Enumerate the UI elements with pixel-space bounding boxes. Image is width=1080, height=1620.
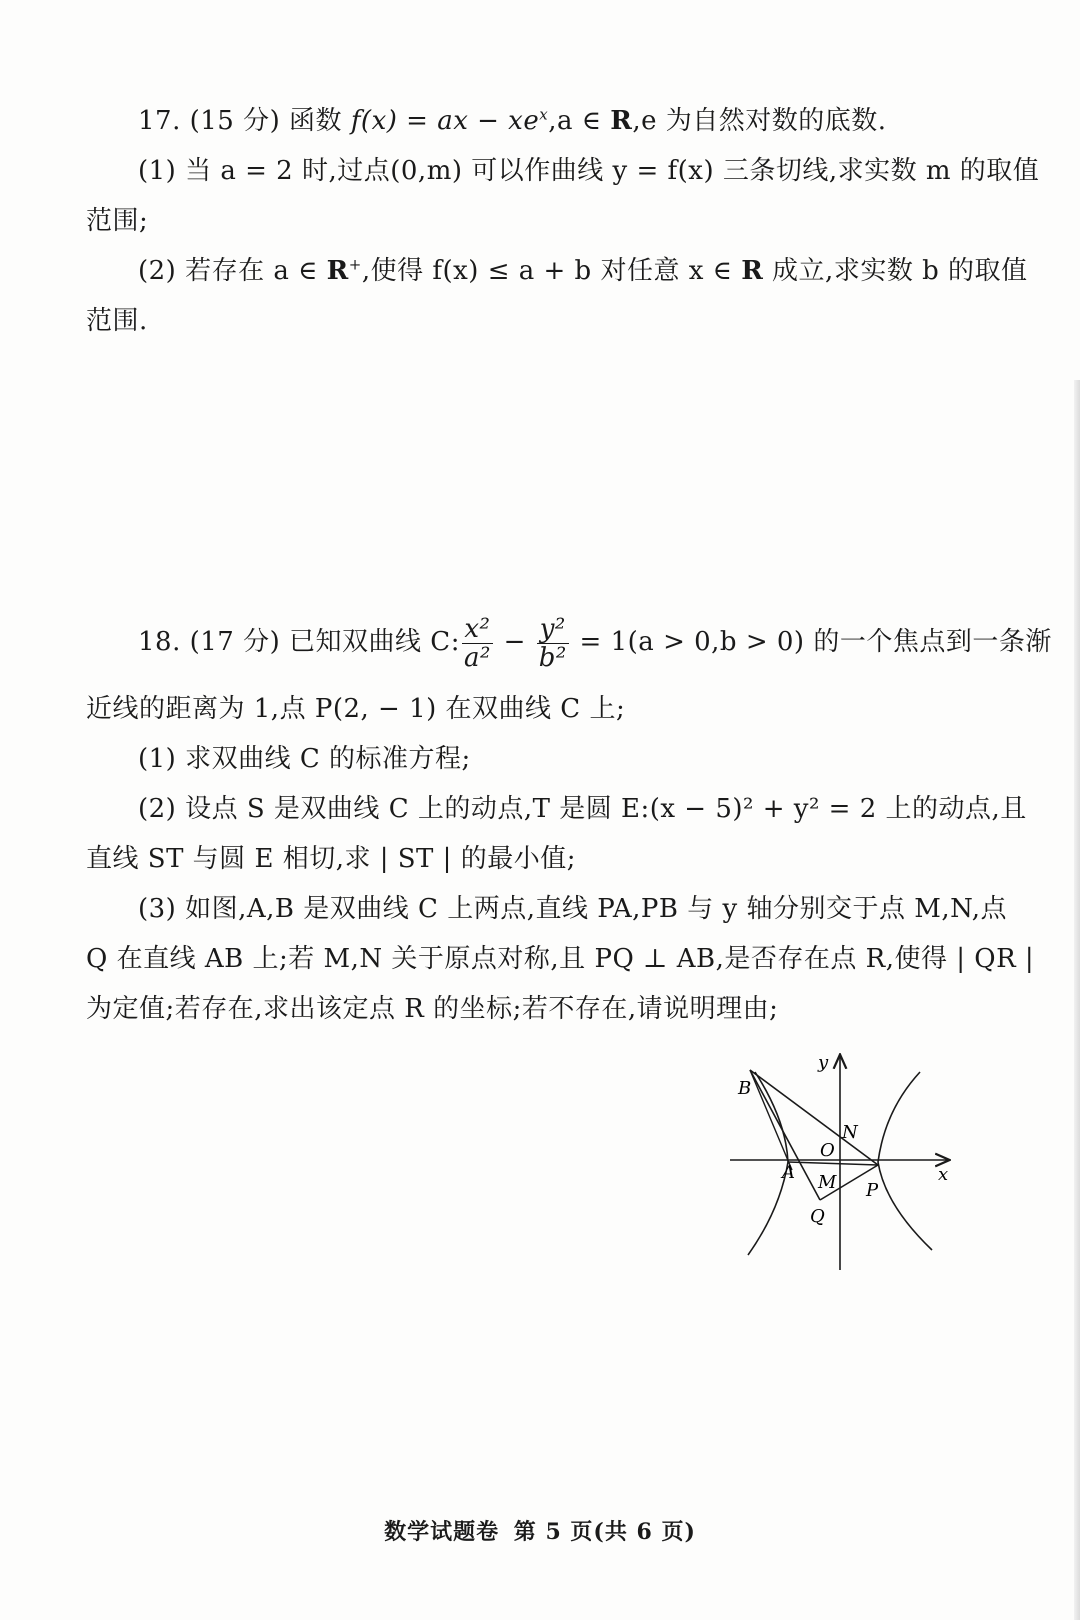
label-N: N [842, 1122, 858, 1143]
problem-18-part2-line1: (2) 设点 S 是双曲线 C 上的动点,T 是圆 E:(x − 5)² + y² = 2 上的动点,且 [138, 794, 1027, 824]
problem-17-part2-line2: 范围. [86, 306, 148, 336]
problem-17-real-set: R [610, 106, 633, 136]
label-Q: Q [810, 1206, 825, 1227]
problem-17-part1-line1: (1) 当 a = 2 时,过点(0,m) 可以作曲线 y = f(x) 三条切线,求实数 m 的取值 [138, 156, 1040, 186]
page-footer [0, 1515, 1080, 1546]
label-y: y [818, 1052, 829, 1073]
label-P: P [866, 1180, 879, 1201]
problem-17-function: f(x) = ax − xe [350, 106, 540, 136]
hyperbola-figure [720, 1050, 960, 1280]
problem-17-tail: ,e 为自然对数的底数. [632, 106, 887, 136]
problem-17-part2-R2: R [741, 256, 764, 286]
problem-18-intro: 已知双曲线 C: [289, 627, 460, 657]
problem-18-part3-line3: 为定值;若存在,求出该定点 R 的坐标;若不存在,请说明理由; [86, 994, 779, 1024]
footer-subject: 数学试题卷 [384, 1519, 500, 1545]
problem-18-number: 18. [138, 627, 181, 657]
problem-17-exp: x [539, 105, 549, 124]
fraction-y2-over-b2 [537, 615, 569, 672]
fraction-x2-over-a2 [462, 615, 493, 672]
fraction1-denominator: a² [463, 642, 491, 673]
problem-18-statement [138, 612, 1052, 672]
fraction2-numerator: y² [537, 615, 569, 644]
footer-page-number: 第 5 页(共 6 页) [513, 1519, 696, 1545]
label-B: B [738, 1078, 752, 1099]
problem-17-part2-R: R [326, 256, 349, 286]
problem-18-part3-line1: (3) 如图,A,B 是双曲线 C 上两点,直线 PA,PB 与 y 轴分别交于点 M,N,点 [138, 894, 1007, 924]
problem-17-domain: ,a ∈ [548, 106, 611, 136]
problem-17-part2-plus: + [348, 255, 362, 274]
problem-17-part2-b: ,使得 f(x) ≤ a + b 对任意 x ∈ [361, 256, 742, 286]
label-A: A [782, 1162, 795, 1183]
problem-18-part1: (1) 求双曲线 C 的标准方程; [138, 744, 471, 774]
label-M: M [818, 1172, 837, 1193]
problem-17-statement [138, 104, 887, 138]
problem-18-part3-line2: Q 在直线 AB 上;若 M,N 关于原点对称,且 PQ ⊥ AB,是否存在点 R,使得 | QR | [86, 944, 1035, 974]
problem-17-part2-a: (2) 若存在 a ∈ [138, 256, 327, 286]
problem-18-points: (17 分) [189, 627, 281, 657]
problem-17-points: (15 分) [189, 106, 281, 136]
problem-18-minus: − [494, 627, 535, 657]
label-x: x [938, 1164, 949, 1185]
problem-18-part2-line2: 直线 ST 与圆 E 相切,求 | ST | 的最小值; [86, 844, 576, 874]
problem-18-line2: 近线的距离为 1,点 P(2, − 1) 在双曲线 C 上; [86, 694, 626, 724]
problem-17-part2-line1 [138, 254, 1028, 288]
hyperbola-right-branch [878, 1072, 932, 1250]
problem-17-part2-c: 成立,求实数 b 的取值 [763, 256, 1028, 286]
problem-17-part1-line2: 范围; [86, 206, 149, 236]
problem-17-intro: 函数 [289, 106, 343, 136]
label-O: O [820, 1140, 835, 1161]
problem-17-number: 17. [138, 106, 181, 136]
problem-18-intro-tail: = 1(a > 0,b > 0) 的一个焦点到一条渐 [570, 627, 1052, 657]
fraction1-numerator: x² [462, 615, 493, 644]
page-edge-shadow [1074, 380, 1080, 1620]
fraction2-denominator: b² [538, 642, 567, 673]
